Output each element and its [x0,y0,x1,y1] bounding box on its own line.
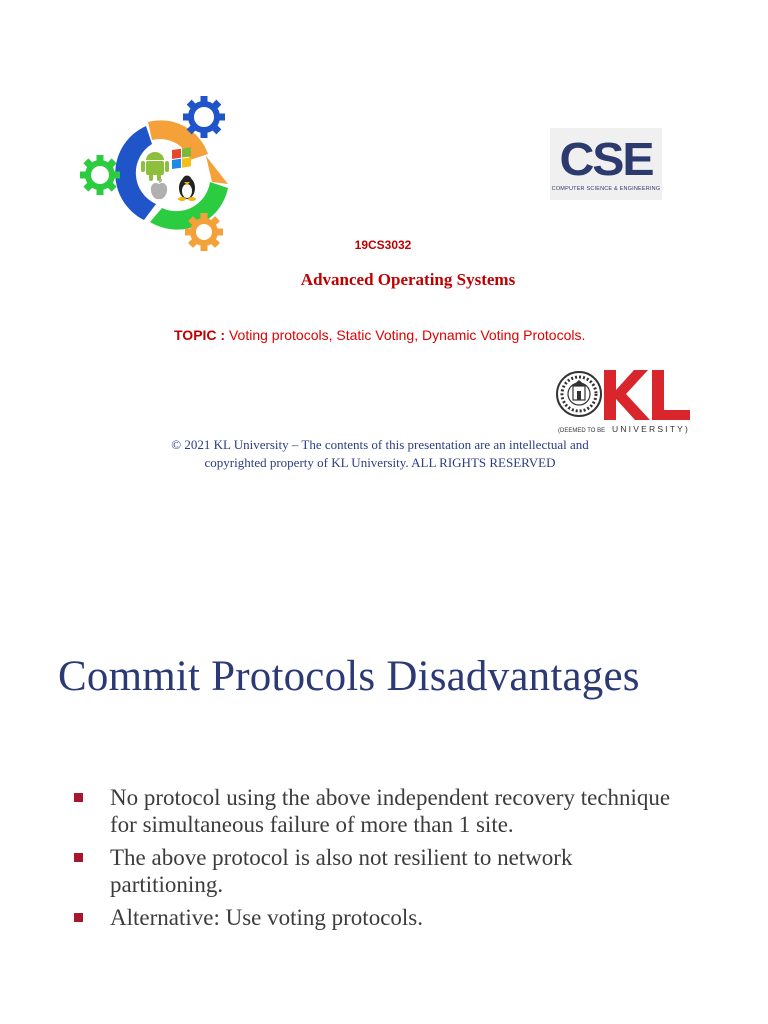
slide-title: Commit Protocols Disadvantages [58,653,640,700]
university-seal-icon [557,372,601,416]
gear-icon [80,155,120,195]
course-title: Advanced Operating Systems [300,270,516,289]
copyright-line-1: © 2021 KL University – The contents of this presentation are an intellectual and [171,437,589,452]
bullet-line: partitioning. [110,872,224,897]
bullet-list [74,784,754,937]
kl-letters [604,370,690,420]
topic-text: Voting protocols, Static Voting, Dynamic Voting Protocols. [225,327,586,343]
kl-tagline: UNIVERSITY) [612,424,691,434]
content-slide [0,512,768,1024]
list-item [74,904,754,931]
cse-logo [550,128,662,200]
bullet-line: The above protocol is also not resilient to network [110,845,573,870]
copyright-line-2: copyrighted property of KL University. ALL RIGHTS RESERVED [204,455,556,470]
apple-icon [151,179,167,199]
os-gears-logo [78,92,238,254]
kl-tagline-prefix: (DEEMED TO BE [558,428,606,434]
windows-icon [172,147,191,169]
course-code: 19CS3032 [354,238,412,252]
bullet-line: for simultaneous failure of more than 1 site. [110,812,514,837]
cse-logo-word: CSE [559,133,653,185]
bullet-line: Alternative: Use voting protocols. [110,905,423,930]
bullet-marker-icon [74,853,83,862]
bullet-marker-icon [74,913,83,922]
cse-logo-subtitle: COMPUTER SCIENCE & ENGINEERING [551,186,661,192]
kl-university-logo [556,364,694,436]
gear-icon [183,96,225,138]
bullet-line: No protocol using the above independent recovery technique [110,785,671,810]
list-item [74,784,754,838]
list-item [74,844,754,898]
topic-line [174,327,585,343]
bullet-marker-icon [74,793,83,802]
topic-label: TOPIC : [174,327,226,343]
android-icon [141,152,169,181]
linux-penguin-icon [178,176,196,202]
copyright-notice [120,436,640,472]
